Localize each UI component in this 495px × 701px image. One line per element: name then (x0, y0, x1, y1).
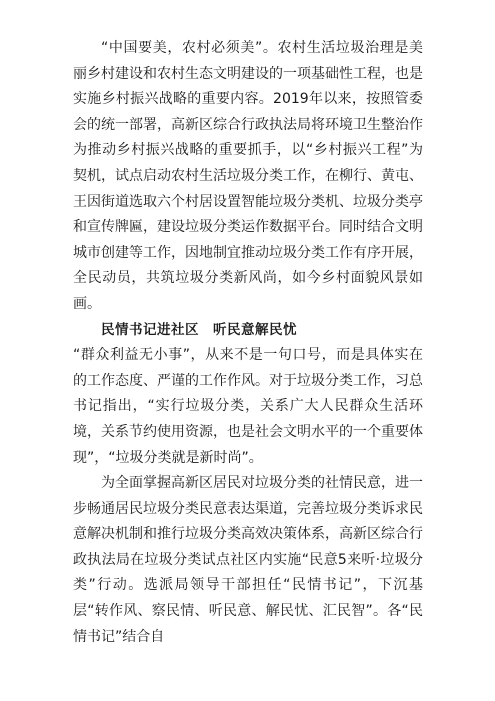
section-heading-part2: 听民意解民忧 (213, 321, 297, 338)
section-heading-part1: 民情书记进社区 (101, 321, 199, 338)
article-body (73, 36, 423, 650)
paragraph-quote: “群众利益无小事”，从来不是一句口号，而是具体实在的工作态度、严谨的工作作风。对于垃圾分类工作，习总书记指出，“实行垃圾分类，关系广大人民群众生活环境，关系节约使用资源，也是社会文明水平的一个重要体现”，“垃圾分类就是新时尚”。 (73, 347, 423, 466)
paragraph-action: 为全面掌握高新区居民对垃圾分类的社情民意，进一步畅通居民垃圾分类民意表达渠道，完善垃圾分类诉求民意解决机制和推行垃圾分类高效决策体系，高新区综合行政执法局在垃圾分类试点社区内实施“民意5来听·垃圾分类”行动。选派局领导干部担任“民情书记”，下沉基层“转作风、察民情、听民意、解民忧、汇民智”。各“民情书记”结合自 (73, 475, 423, 645)
paragraph-intro: “中国要美，农村必须美”。农村生活垃圾治理是美丽乡村建设和农村生态文明建设的一项基础性工程，也是实施乡村振兴战略的重要内容。2019年以来，按照管委会的统一部署，高新区综合行政执法局将环境卫生整治作为推动乡村振兴战略的重要抓手，以“乡村振兴工程”为契机，试点启动农村生活垃圾分类工作，在柳行、黄屯、王因街道选取六个村居设置智能垃圾分类机、垃圾分类亭和宣传牌匾，建设垃圾分类运作数据平台。同时结合文明城市创建等工作，因地制宜推动垃圾分类工作有序开展，全民动员，共筑垃圾分类新风尚，如今乡村面貌风景如画。 (73, 40, 423, 312)
section-heading (73, 318, 423, 344)
